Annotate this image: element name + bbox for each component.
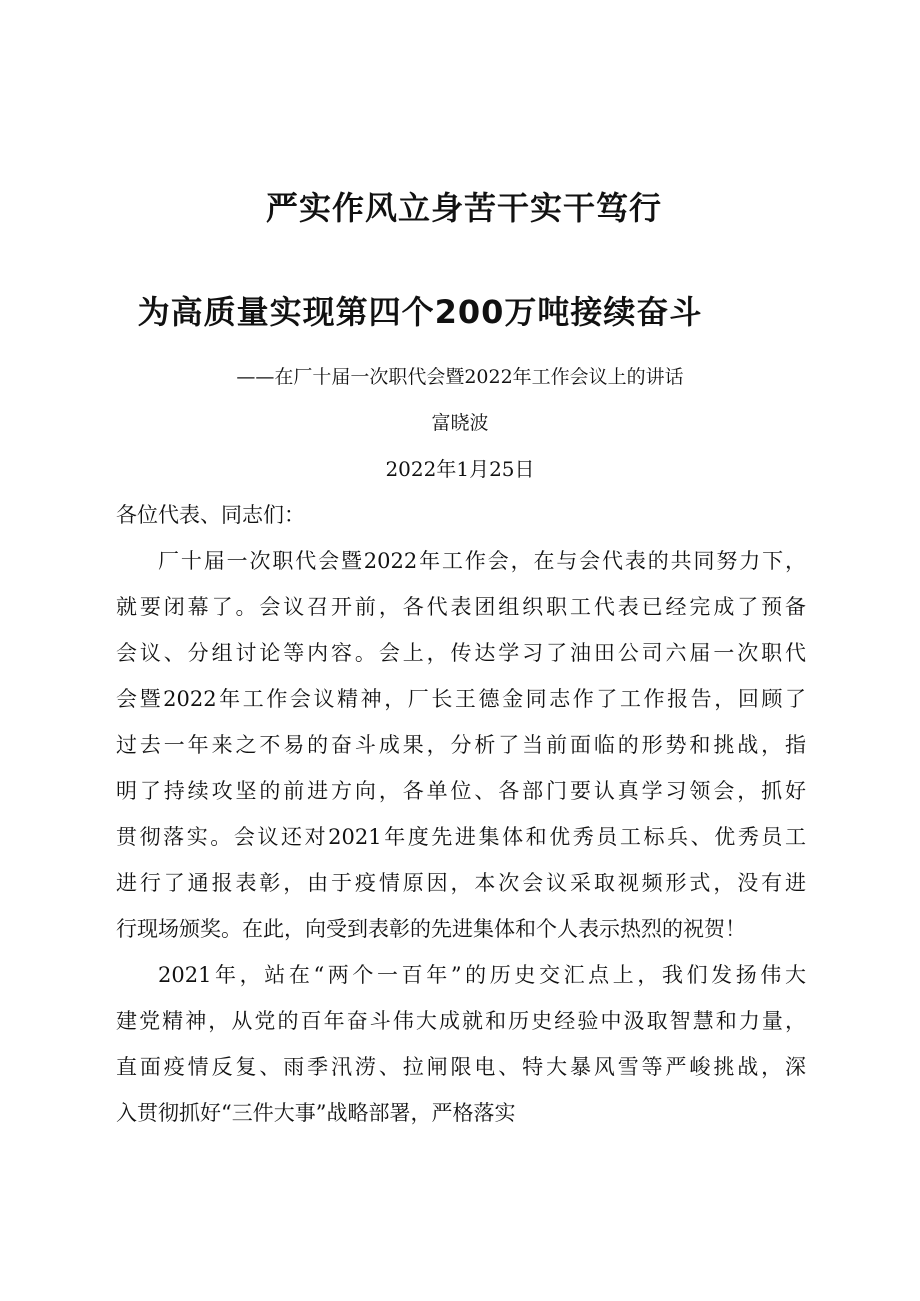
body-text-line: 厂十届一次职代会暨2022年工作会，在与会代表的共同努力下， [158,549,806,573]
document-author: 富晓波 [431,412,489,434]
body-text-line: 贯彻落实。会议还对2021年度先进集体和优秀员工标兵、优秀员工 [116,825,806,849]
body-text-line: 直面疫情反复、雨季汛涝、拉闸限电、特大暴风雪等严峻挑战，深 [116,1055,806,1079]
body-text-line: 明了持续攻坚的前进方向，各单位、各部门要认真学习领会，抓好 [116,779,806,803]
document-subtitle: ——在厂十届一次职代会暨2022年工作会议上的讲话 [236,366,684,388]
document-title-line-1: 严实作风立身苦干实干笃行 [265,189,662,227]
body-text-line: 过去一年来之不易的奋斗成果，分析了当前面临的形势和挑战，指 [116,733,806,757]
body-text-line: 会暨2022年工作会议精神，厂长王德金同志作了工作报告，回顾了 [116,687,806,711]
document-title-line-2: 为高质量实现第四个200万吨接续奋斗 [137,293,703,331]
body-text-line: 进行了通报表彰，由于疫情原因，本次会议采取视频形式，没有进 [116,871,806,895]
body-text-line: 行现场颁奖。在此，向受到表彰的先进集体和个人表示热烈的祝贺！ [116,917,746,941]
document-date: 2022年1月25日 [385,457,535,481]
body-text-line: 会议、分组讨论等内容。会上，传达学习了油田公司六届一次职代 [116,641,806,665]
salutation: 各位代表、同志们： [116,503,305,527]
body-text-line: 入贯彻抓好“三件大事”战略部署，严格落实 [116,1101,516,1125]
body-text-line: 2021年，站在“两个一百年”的历史交汇点上，我们发扬伟大 [158,963,806,987]
body-text-line: 就要闭幕了。会议召开前，各代表团组织职工代表已经完成了预备 [116,595,806,619]
body-text-line: 建党精神，从党的百年奋斗伟大成就和历史经验中汲取智慧和力量， [116,1009,806,1033]
